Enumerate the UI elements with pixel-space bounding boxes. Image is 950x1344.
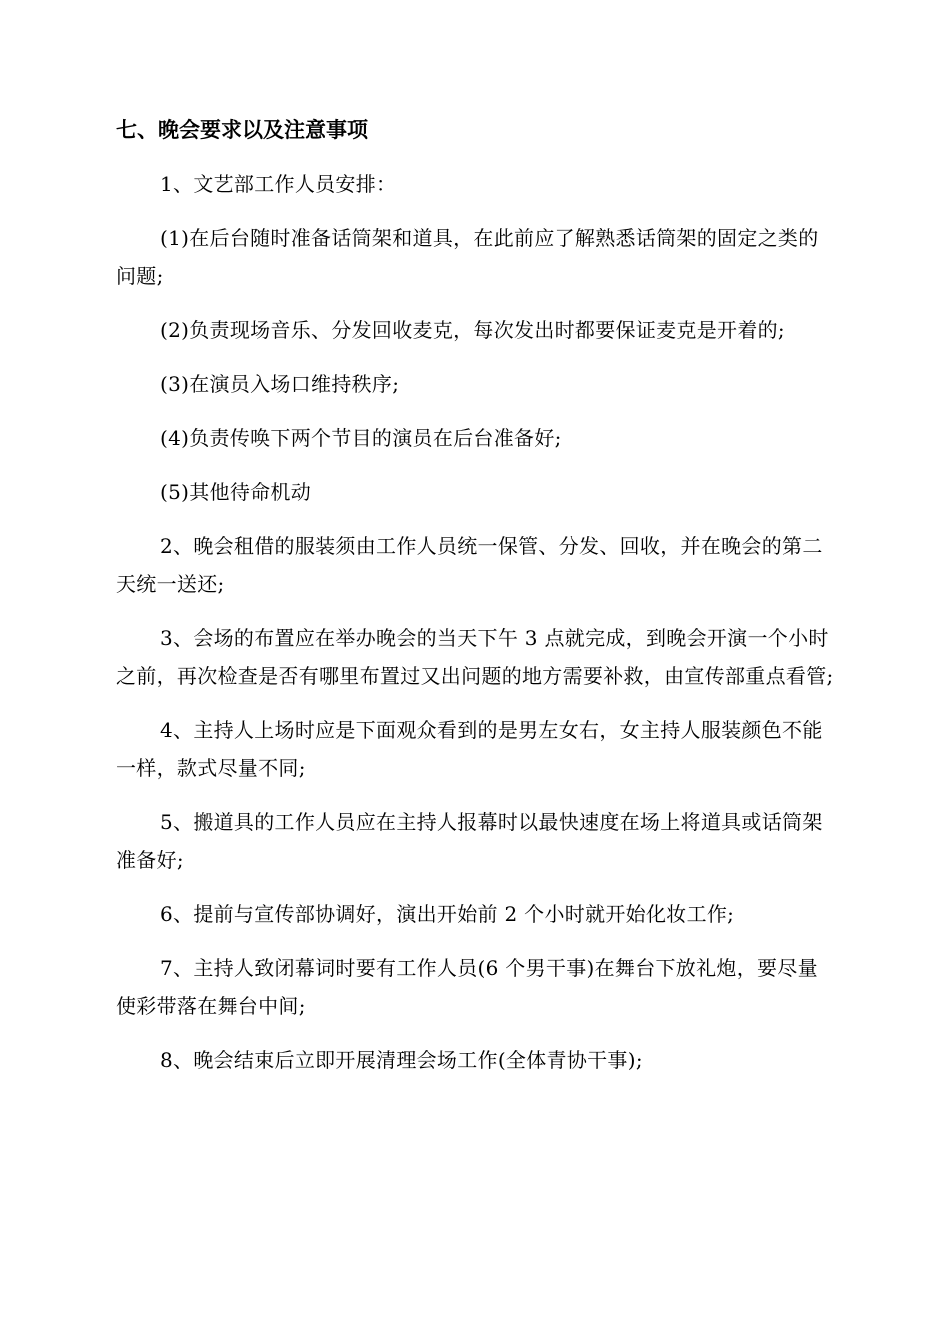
paragraph-hosts: 4、主持人上场时应是下面观众看到的是男左女右，女主持人服装颜色不能一样，款式尽量不同; [116, 718, 823, 780]
paragraph-item-4: (4)负责传唤下两个节目的演员在后台准备好; [160, 426, 562, 450]
paragraph-item-2: (2)负责现场音乐、分发回收麦克，每次发出时都要保证麦克是开着的; [160, 318, 785, 342]
paragraph-makeup: 6、提前与宣传部协调好，演出开始前 2 个小时就开始化妆工作; [160, 902, 735, 926]
paragraph-props: 5、搬道具的工作人员应在主持人报幕时以最快速度在场上将道具或话筒架准备好; [116, 810, 823, 872]
paragraph-cleanup: 8、晚会结束后立即开展清理会场工作(全体青协干事); [160, 1048, 643, 1072]
paragraph-closing: 7、主持人致闭幕词时要有工作人员(6 个男干事)在舞台下放礼炮，要尽量使彩带落在舞台中间; [116, 956, 818, 1018]
document-body [116, 111, 834, 1095]
paragraph-staff-arrangement: 1、文艺部工作人员安排： [160, 172, 397, 196]
paragraph-item-3: (3)在演员入场口维持秩序; [160, 372, 400, 396]
paragraph-venue-setup: 3、会场的布置应在举办晚会的当天下午 3 点就完成，到晚会开演一个小时之前，再次检查是否有哪里布置过又出问题的地方需要补救，由宣传部重点看管; [116, 626, 834, 688]
paragraph-costumes: 2、晚会租借的服装须由工作人员统一保管、分发、回收，并在晚会的第二天统一送还; [116, 534, 823, 596]
section-heading: 七、晚会要求以及注意事项 [116, 118, 368, 142]
paragraph-item-1: (1)在后台随时准备话筒架和道具，在此前应了解熟悉话筒架的固定之类的问题; [116, 226, 819, 288]
paragraph-item-5: (5)其他待命机动 [160, 480, 312, 504]
